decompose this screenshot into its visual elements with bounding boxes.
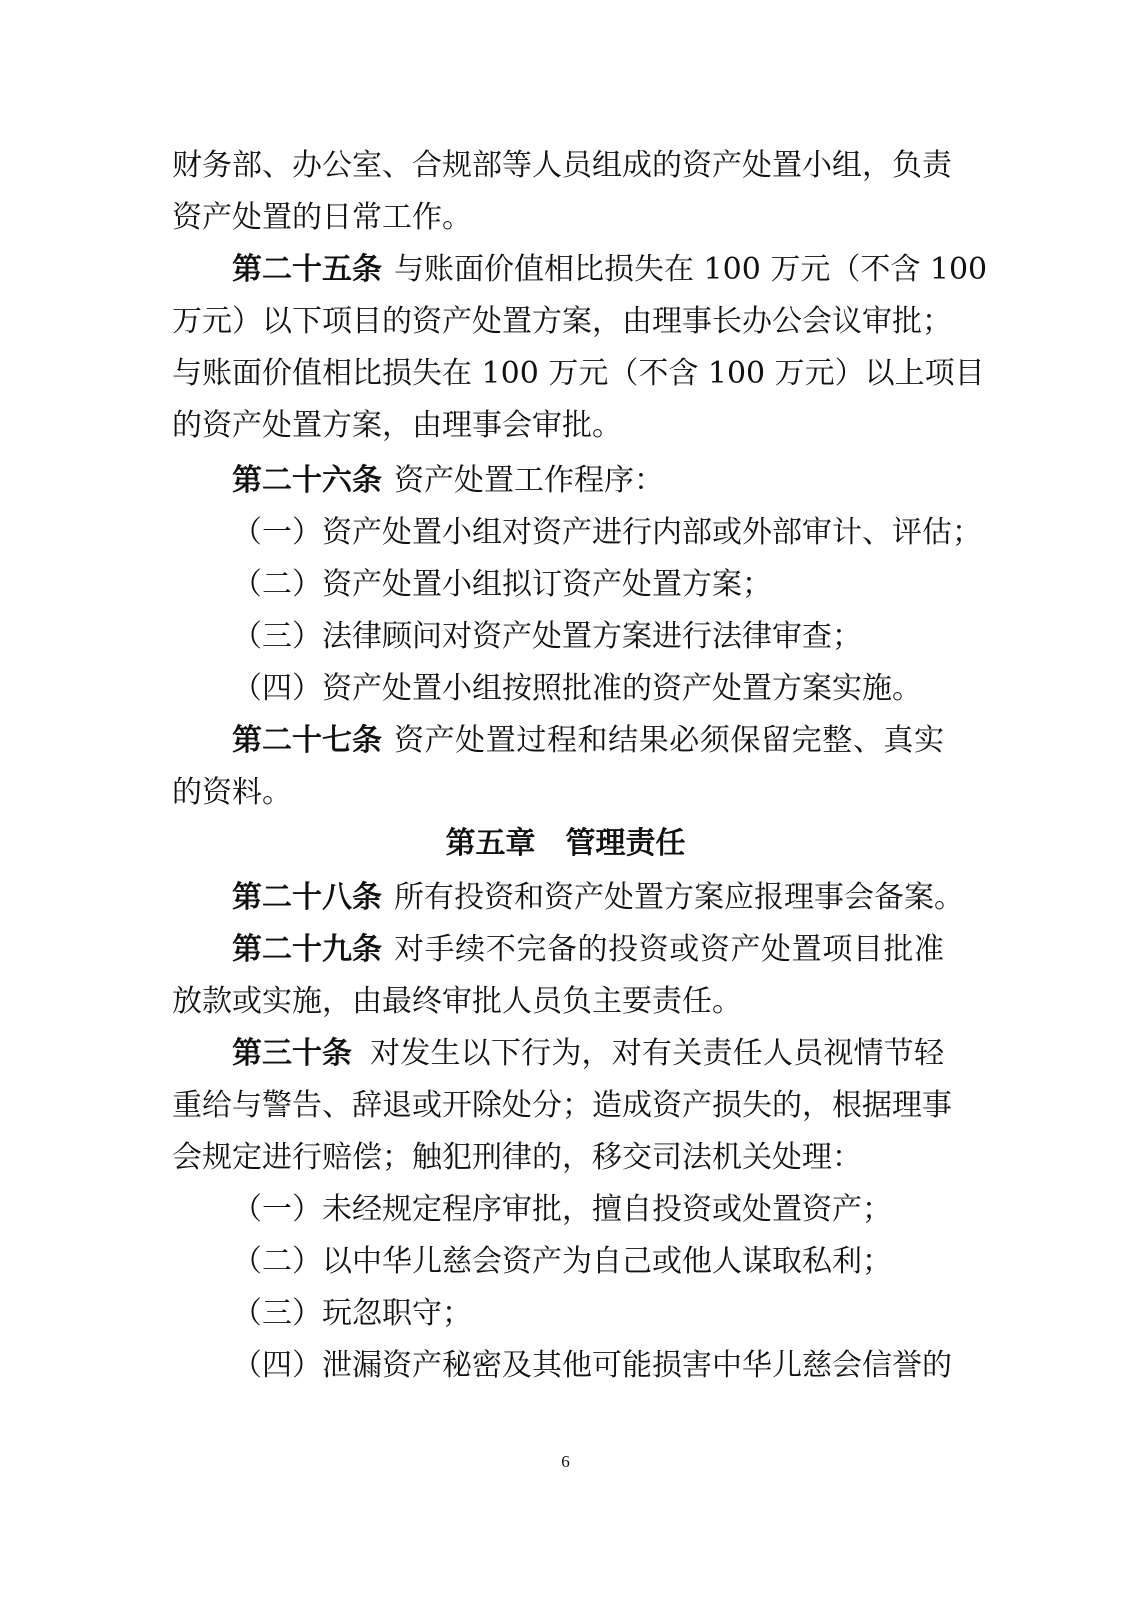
text-line: （一）未经规定程序审批，擅自投资或处置资产； [232, 1192, 892, 1227]
paragraph-line [0, 1080, 1131, 1132]
text-line: 重给与警告、辞退或开除处分；造成资产损失的，根据理事 [172, 1088, 952, 1123]
text-line: 的资产处置方案，由理事会审批。 [172, 408, 622, 443]
article-28 [0, 872, 1131, 924]
article-26 [0, 455, 1131, 507]
article-title: 第二十六条 [232, 463, 382, 498]
text-line: （四）资产处置小组按照批准的资产处置方案实施。 [232, 671, 922, 706]
text-line: 与账面价值相比损失在 100 万元（不含 100 万元）以上项目 [172, 356, 985, 391]
list-item [0, 1340, 1131, 1392]
list-item [0, 559, 1131, 611]
page-number: 6 [561, 1452, 570, 1471]
text-line: （三）法律顾问对资产处置方案进行法律审查； [232, 619, 862, 654]
list-item [0, 611, 1131, 663]
article-30 [0, 1028, 1131, 1080]
text-line: 与账面价值相比损失在 100 万元（不含 100 [394, 252, 988, 287]
text-line: （一）资产处置小组对资产进行内部或外部审计、评估； [232, 515, 982, 550]
text-line: 资产处置过程和结果必须保留完整、真实 [394, 723, 944, 758]
paragraph-line [0, 1132, 1131, 1184]
text-line: （四）泄漏资产秘密及其他可能损害中华儿慈会信誉的 [232, 1348, 952, 1383]
article-title: 第三十条 [232, 1036, 352, 1071]
text-line: 财务部、办公室、合规部等人员组成的资产处置小组，负责 [172, 148, 952, 183]
text-line: 资产处置的日常工作。 [172, 200, 472, 235]
list-item [0, 507, 1131, 559]
article-title: 第二十五条 [232, 252, 382, 287]
text-line: （二）以中华儿慈会资产为自己或他人谋取私利； [232, 1244, 892, 1279]
article-25 [0, 244, 1131, 296]
paragraph-line [0, 192, 1131, 244]
list-item [0, 1236, 1131, 1288]
article-27 [0, 715, 1131, 767]
paragraph-line [0, 767, 1131, 819]
text-line: 对发生以下行为，对有关责任人员视情节轻 [370, 1036, 944, 1071]
article-title: 第二十七条 [232, 723, 382, 758]
text-line: 放款或实施，由最终审批人员负主要责任。 [172, 984, 742, 1019]
list-item [0, 1184, 1131, 1236]
chapter-heading: 第五章 管理责任 [445, 826, 686, 861]
text-line: 所有投资和资产处置方案应报理事会备案。 [394, 880, 964, 915]
text-line: 会规定进行赔偿；触犯刑律的，移交司法机关处理： [172, 1140, 862, 1175]
text-line: 的资料。 [172, 775, 292, 810]
article-29 [0, 924, 1131, 976]
paragraph-line [0, 296, 1131, 348]
article-title: 第二十八条 [232, 880, 382, 915]
text-line: （三）玩忽职守； [232, 1296, 472, 1331]
text-line: 对手续不完备的投资或资产处置项目批准 [394, 932, 944, 967]
text-line: 万元）以下项目的资产处置方案，由理事长办公会议审批； [172, 304, 952, 339]
paragraph-line [0, 400, 1131, 452]
list-item [0, 1288, 1131, 1340]
article-title: 第二十九条 [232, 932, 382, 967]
text-line: 资产处置工作程序： [394, 463, 664, 498]
paragraph-line [0, 976, 1131, 1028]
paragraph-line [0, 348, 1131, 400]
text-line: （二）资产处置小组拟订资产处置方案； [232, 567, 772, 602]
paragraph-line [0, 140, 1131, 192]
list-item [0, 663, 1131, 715]
